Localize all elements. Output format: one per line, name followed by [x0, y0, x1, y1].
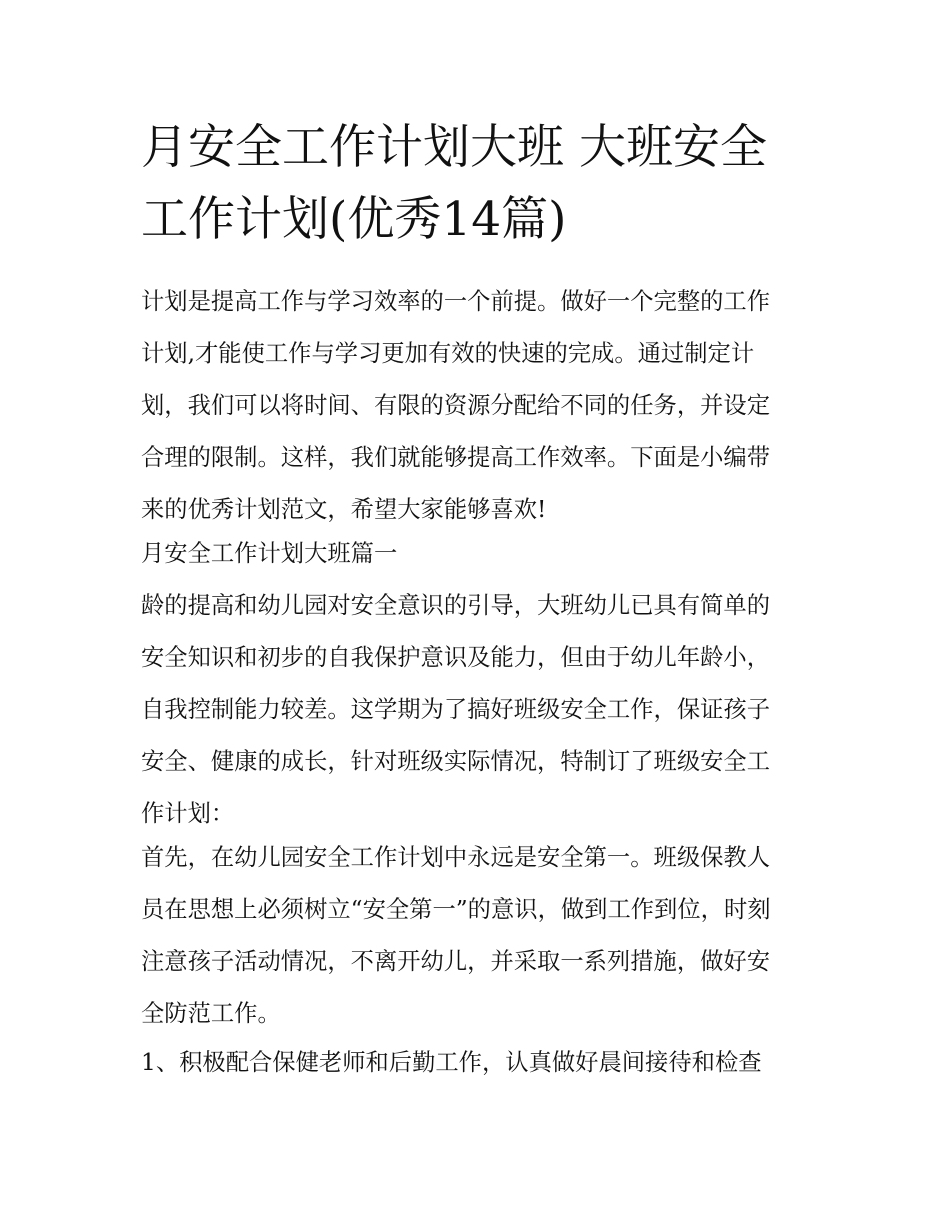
- text-line: 合理的限制。这样，我们就能够提高工作效率。下面是小编带: [141, 444, 771, 471]
- text-line: 安全知识和初步的自我保护意识及能力，但由于幼儿年龄小，: [141, 644, 771, 671]
- text-line: 全防范工作。: [141, 1000, 281, 1027]
- text-line: 龄的提高和幼儿园对安全意识的引导，大班幼儿已具有简单的: [141, 592, 771, 619]
- text-line: 划，我们可以将时间、有限的资源分配给不同的任务，并设定: [141, 392, 771, 419]
- title-line: 月安全工作计划大班 大班安全: [141, 120, 767, 175]
- text-line: 安全、健康的成长，针对班级实际情况，特制订了班级安全工: [141, 748, 771, 775]
- section-heading-text: 月安全工作计划大班篇一: [141, 540, 398, 567]
- text-line: 作计划：: [141, 800, 235, 827]
- text-line: 计划,才能使工作与学习更加有效的快速的完成。通过制定计: [141, 340, 755, 367]
- body-paragraph-2: [141, 832, 821, 1040]
- list-item-1: [141, 1037, 821, 1089]
- text-line: 来的优秀计划范文，希望大家能够喜欢!: [141, 496, 547, 523]
- intro-paragraph: [141, 276, 821, 536]
- text-line: 注意孩子活动情况，不离开幼儿，并采取一系列措施，做好安: [141, 948, 771, 975]
- title-line: 工作计划(优秀14篇): [141, 192, 567, 247]
- text-line: 计划是提高工作与学习效率的一个前提。做好一个完整的工作: [141, 288, 771, 315]
- body-paragraph-1: [141, 580, 821, 840]
- section-heading: [141, 528, 821, 580]
- text-line: 首先，在幼儿园安全工作计划中永远是安全第一。班级保教人: [141, 844, 771, 871]
- text-line: 1、积极配合保健老师和后勤工作，认真做好晨间接待和检查: [141, 1049, 762, 1076]
- text-line: 员在思想上必须树立“安全第一”的意识，做到工作到位，时刻: [141, 896, 771, 923]
- document-title: [141, 112, 821, 256]
- text-line: 自我控制能力较差。这学期为了搞好班级安全工作，保证孩子: [141, 696, 771, 723]
